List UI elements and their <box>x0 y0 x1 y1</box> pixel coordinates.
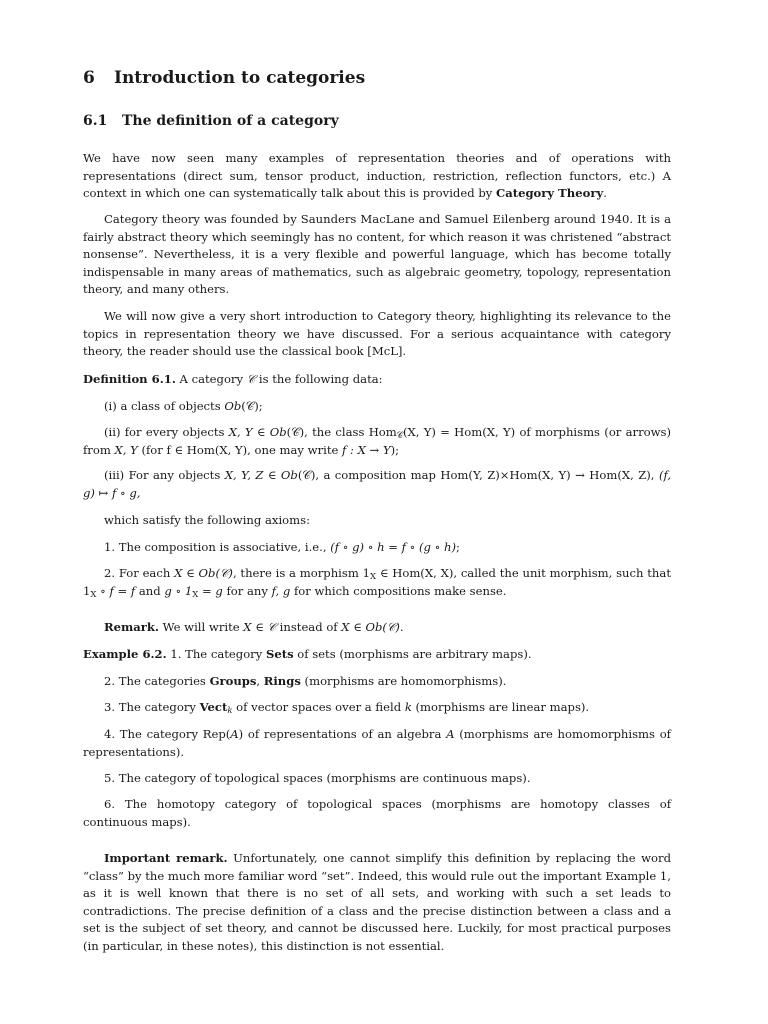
intro-paragraph-2: Category theory was founded by Saunders MacLane and Samuel Eilenberg around 1940. It is a fairly abstract theory which seemingly has no content, for which reason it was christened “abstract nonsense”. Nevertheless, it is a very flexible and powerful language, which has become totally indispensable in many areas of mathematics, such as algebraic geometry, topology, representation theory, and many others. <box>83 212 671 297</box>
important-remark: Important remark. Unfortunately, one cannot simplify this definition by replacing the word “class” by the much more familiar word “set”. Indeed, this would rule out the important Example 1, as it is well known that there is no set of all sets, and working with such a set leads to contradictions. The precise definition of a class and the precise distinction between a class and a set is the subject of set theory, and cannot be discussed here. Luckily, for most practical purposes (in particular, in these notes), this distinction is not essential. <box>83 851 671 953</box>
section-number: 6 <box>83 68 95 88</box>
subsection-title: The definition of a category <box>122 113 339 129</box>
example-item-4: 4. The category Rep(A) of representations of an algebra A (morphisms are homomorphisms of representations). <box>83 727 671 759</box>
example-item-2: 2. The categories Groups, Rings (morphisms are homomorphisms). <box>104 674 507 688</box>
intro-paragraph-1: We have now seen many examples of representation theories and of operations with representations (direct sum, tensor product, induction, restriction, reflection functors, etc.) A context in which one can systematically talk about this is provided by Category Theory. <box>83 151 671 201</box>
definition-lead: Definition 6.1. A category 𝒞 is the following data: <box>83 372 383 386</box>
example-lead: Example 6.2. 1. The category Sets of sets (morphisms are arbitrary maps). <box>83 647 532 661</box>
section-title: Introduction to categories <box>114 68 366 88</box>
intro-paragraph-3: We will now give a very short introduction to Category theory, highlighting its relevance to the topics in representation theory we have discussed. For a serious acquaintance with category theory, the reader should use the classical book [McL]. <box>83 309 671 359</box>
definition-item-1: (i) a class of objects Ob(𝒞); <box>104 399 263 413</box>
axiom-1: 1. The composition is associative, i.e., (f ∘ g) ∘ h = f ∘ (g ∘ h); <box>104 540 460 554</box>
section-heading <box>83 68 365 88</box>
example-item-3: 3. The category Vect$_k$ of vector spaces over a field k (morphisms are linear maps). <box>104 700 590 716</box>
subsection-number: 6.1 <box>83 113 108 129</box>
definition-item-3: (iii) For any objects X, Y, Z ∈ Ob(𝒞), a composition map Hom(Y, Z)×Hom(X, Y) → Hom(X, Z), (f, g) ↦ f ∘ g, <box>83 468 672 500</box>
example-item-6: 6. The homotopy category of topological spaces (morphisms are homotopy classes of continuous maps). <box>83 797 671 829</box>
remark: Remark. We will write X ∈ 𝒞 instead of X ∈ Ob(𝒞). <box>104 620 404 634</box>
subsection-heading <box>83 113 339 129</box>
example-item-5: 5. The category of topological spaces (morphisms are continuous maps). <box>104 771 531 785</box>
axioms-lead: which satisfy the following axioms: <box>104 513 310 527</box>
axiom-2: 2. For each X ∈ Ob(𝒞), there is a morphism $1_X$ ∈ Hom(X, X), called the unit morphism, such that $1_X$ ∘ f = f and g ∘ $1_X = g$ for any f, g for which compositions make sense. <box>83 566 671 600</box>
definition-item-2: (ii) for every objects X, Y ∈ Ob(𝒞), the class Hom$_𝒞$(X, Y) = Hom(X, Y) of morphisms (or arrows) from X, Y (for f ∈ Hom(X, Y), one may write f : X → Y); <box>83 425 671 457</box>
